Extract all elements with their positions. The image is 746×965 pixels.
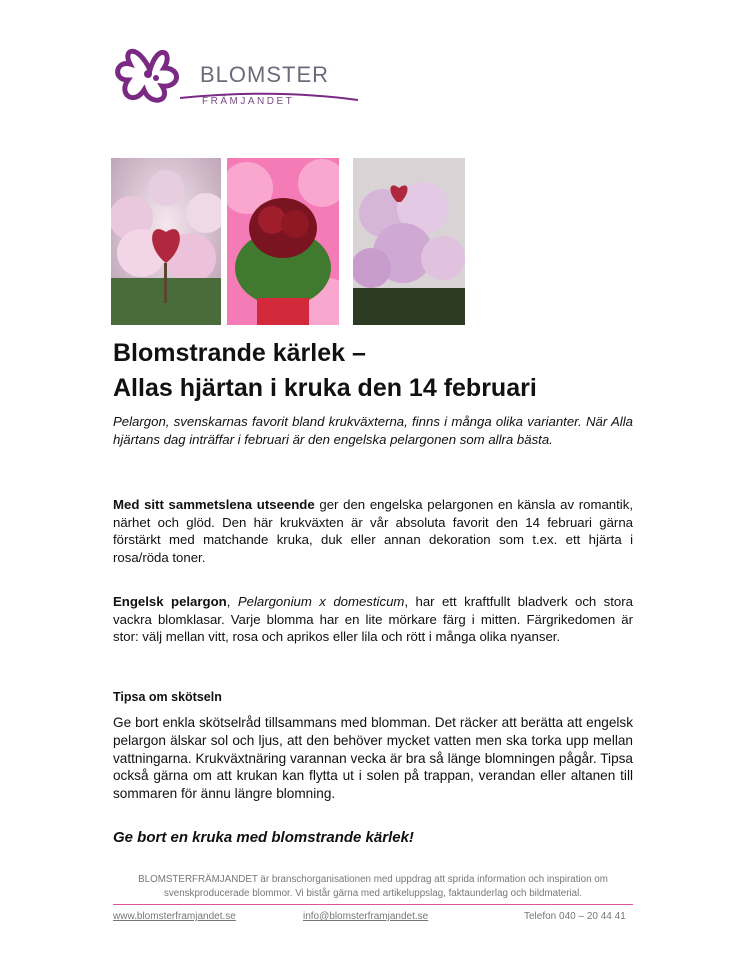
paragraph-appearance bbox=[113, 496, 633, 566]
footer-phone: Telefon 040 – 20 44 41 bbox=[524, 911, 626, 922]
tips-paragraph: Ge bort enkla skötselråd tillsammans med blomman. Det räcker att berätta att engelsk pelargon älskar sol och ljus, att den behöver mycket vatten men ska torka upp mellan vattningarna. Krukväxtnäring varannan vecka är bra så länge blomningen pågår. Tipsa också gärna om att krukan kan flytta ut i solen på trappan, verandan eller altanen till sommaren för ännu längre blomning. bbox=[113, 715, 633, 802]
logo-subtitle: FRÄMJANDET bbox=[202, 96, 295, 107]
footer-email-link[interactable]: info@blomsterframjandet.se bbox=[303, 911, 429, 922]
photo-lilac-pelargon bbox=[353, 158, 465, 325]
tips-heading: Tipsa om skötseln bbox=[113, 690, 222, 704]
paragraph-species-lead: Engelsk pelargon bbox=[113, 594, 227, 609]
photo-pink-pelargon-heart bbox=[111, 158, 221, 325]
paragraph-species-text: , har ett kraftfullt bladverk och stora vackra blomklasar. Varje blomma har en lite mörkare färg i mitten. Färgrikedomen är stor: välj mellan vitt, rosa och aprikos eller lila och rött i många olika nyanser. bbox=[113, 594, 633, 644]
title-line-2: Allas hjärtan i kruka den 14 februari bbox=[113, 374, 537, 402]
paragraph-appearance-lead: Med sitt sammetslena utseende bbox=[113, 497, 315, 512]
logo bbox=[110, 40, 360, 112]
footer-note: BLOMSTERFRÄMJANDET är branschorganisationen med uppdrag att sprida information och inspiration om svenskproducerade blommor. Vi bistår gärna med artikeluppslag, faktaunderlag och bildmaterial. bbox=[138, 874, 608, 899]
paragraph-species-sep: , bbox=[226, 594, 238, 609]
footer-website-link[interactable]: www.blomsterframjandet.se bbox=[113, 911, 236, 922]
photo-red-pelargon bbox=[227, 158, 339, 325]
paragraph-species-latin: Pelargonium x domesticum bbox=[237, 594, 405, 609]
paragraph-appearance-text: ger den engelska pelargonen en känsla av romantik, närhet och glöd. Den här krukväxten är vår absoluta favorit den 14 februari gärna förstärkt med matchande kruka, duk eller annan dekoration som t.ex. ett hjärta i rosa/röda toner. bbox=[113, 497, 633, 565]
paragraph-species bbox=[113, 593, 633, 646]
logo-wordmark: BLOMSTER bbox=[200, 62, 330, 87]
footer-divider bbox=[113, 904, 633, 905]
call-to-action: Ge bort en kruka med blomstrande kärlek! bbox=[113, 829, 414, 846]
intro-paragraph: Pelargon, svenskarnas favorit bland krukväxterna, finns i många olika varianter. När Alla hjärtans dag inträffar i februari är den engelska pelargonen som allra bästa. bbox=[113, 414, 633, 447]
page-title bbox=[113, 336, 673, 406]
flower-logo-icon bbox=[110, 40, 190, 112]
title-line-1: Blomstrande kärlek – bbox=[113, 339, 366, 367]
